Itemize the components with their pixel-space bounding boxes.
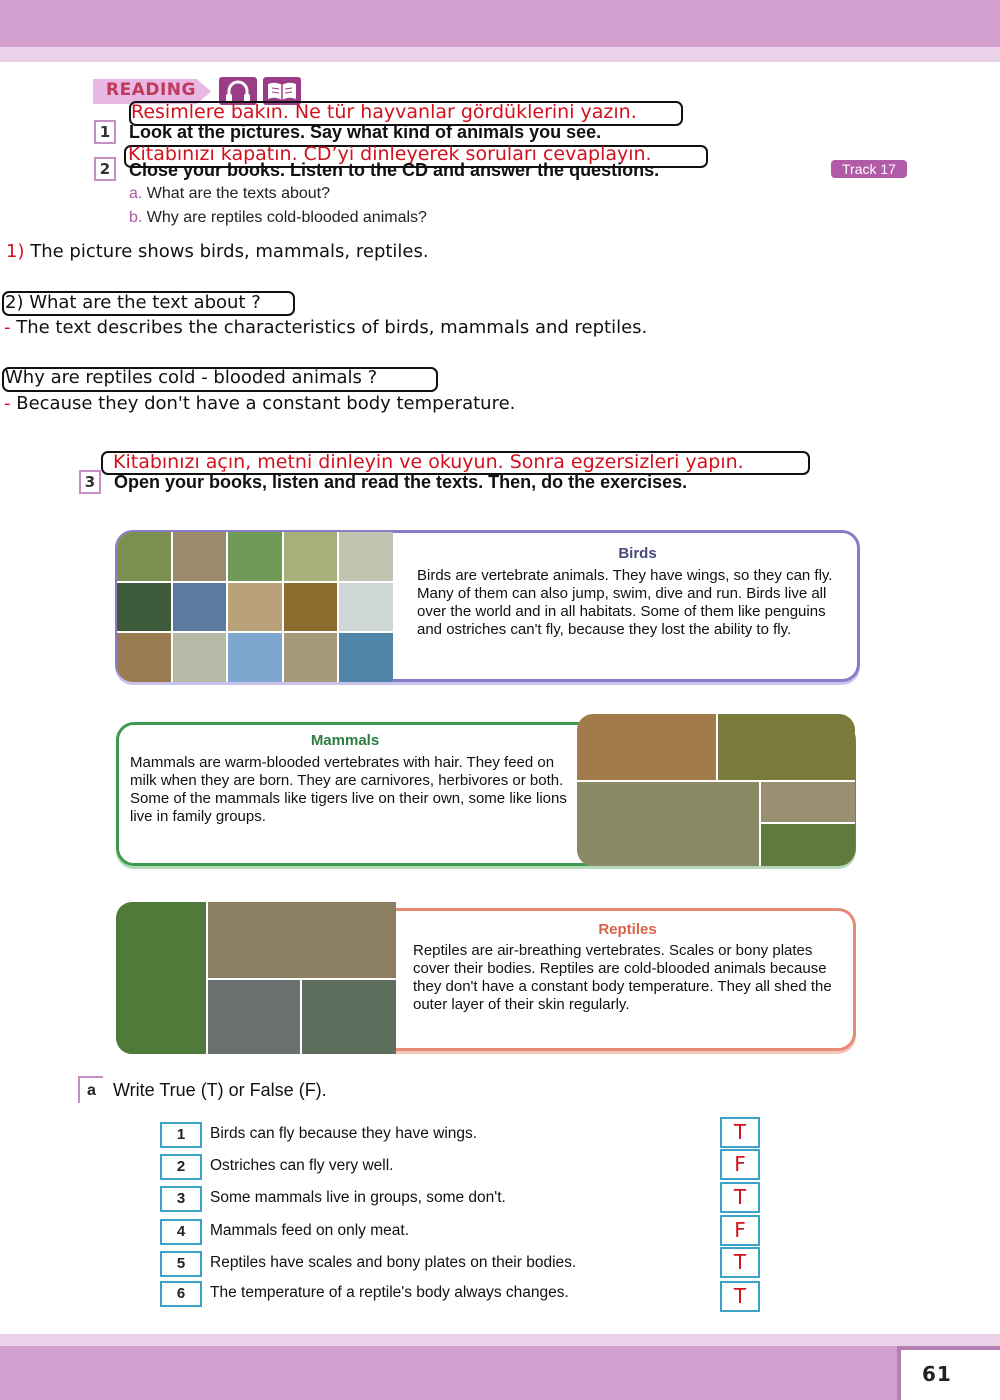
answer-question-3: Why are reptiles cold - blooded animals ? — [5, 367, 378, 388]
tf-number: 3 — [160, 1186, 202, 1212]
tf-number: 4 — [160, 1219, 202, 1245]
track-badge: Track 17 — [831, 160, 907, 178]
bird-photo — [284, 583, 338, 632]
bird-photo — [339, 532, 393, 581]
reptile-photo — [302, 980, 396, 1054]
exercise-a-letter: a — [78, 1076, 103, 1103]
reptile-photo — [208, 902, 396, 978]
answer-2-dash: - — [4, 317, 11, 338]
exercise2-instruction: Close your books. Listen to the CD and answer the questions. — [129, 160, 660, 180]
exercise2-number: 2 — [94, 157, 116, 181]
mammal-photo — [761, 782, 855, 822]
question-b-text: Why are reptiles cold-blooded animals? — [146, 209, 427, 226]
exercise-a-instruction: Write True (T) or False (F). — [113, 1080, 327, 1100]
question-b — [129, 209, 427, 227]
tf-number: 1 — [160, 1122, 202, 1148]
answer-1-text: The picture shows birds, mammals, reptiles. — [30, 241, 429, 262]
exercise3-translation: Kitabınızı açın, metni dinleyin ve okuyun. Sonra egzersizleri yapın. — [113, 451, 744, 473]
tf-sentence: The temperature of a reptile's body always changes. — [210, 1284, 569, 1301]
birds-text: Birds are vertebrate animals. They have wings, so they can fly. Many of them can also jump, swim, dive and run. Birds live all over the world and in all habitats. Some of them like penguins and ostriches can't fly, because they lost the ability to fly. — [417, 567, 833, 638]
bird-photo — [339, 583, 393, 632]
bird-photo — [339, 633, 393, 682]
exercise1-instruction: Look at the pictures. Say what kind of animals you see. — [129, 122, 602, 142]
reptile-photo — [208, 980, 300, 1054]
exercise3-instruction: Open your books, listen and read the texts. Then, do the exercises. — [114, 472, 688, 492]
question-b-letter: b. — [129, 209, 143, 226]
answer-3 — [4, 393, 515, 414]
exercise1-number: 1 — [94, 120, 116, 144]
question-a — [129, 185, 330, 203]
answer-1 — [6, 241, 429, 262]
tf-answer-box[interactable]: F — [720, 1215, 760, 1246]
tf-sentence: Ostriches can fly very well. — [210, 1157, 394, 1174]
answer-1-prefix: 1) — [6, 241, 25, 262]
reptile-photo — [116, 902, 206, 1054]
tf-answer-box[interactable]: T — [720, 1117, 760, 1148]
page-number: 61 — [922, 1362, 952, 1386]
mammal-photo — [718, 714, 855, 780]
footer-band-light — [0, 1334, 1000, 1346]
bird-photo — [284, 532, 338, 581]
bird-photo — [117, 583, 171, 632]
bird-photo — [173, 583, 227, 632]
tf-answer-box[interactable]: T — [720, 1182, 760, 1213]
answer-3-dash: - — [4, 393, 11, 414]
header-band — [0, 0, 1000, 47]
tf-answer-box[interactable]: F — [720, 1149, 760, 1180]
exercise3-number: 3 — [79, 470, 101, 494]
section-label: READING — [106, 80, 196, 100]
tf-number: 2 — [160, 1154, 202, 1180]
bird-photo — [117, 633, 171, 682]
answer-3-text: Because they don't have a constant body temperature. — [16, 393, 516, 414]
tf-number: 5 — [160, 1251, 202, 1277]
answer-2-text: The text describes the characteristics of birds, mammals and reptiles. — [16, 317, 648, 338]
footer-band — [0, 1346, 1000, 1400]
birds-title: Birds — [618, 545, 657, 562]
question-a-text: What are the texts about? — [146, 185, 331, 202]
bird-photo — [228, 532, 282, 581]
bird-photo — [117, 532, 171, 581]
tf-sentence: Mammals feed on only meat. — [210, 1222, 410, 1239]
tf-answer-box[interactable]: T — [720, 1281, 760, 1312]
exercise1-translation: Resimlere bakın. Ne tür hayvanlar gördüklerini yazın. — [131, 101, 637, 123]
bird-photo — [284, 633, 338, 682]
tf-number: 6 — [160, 1281, 202, 1307]
bird-photo — [228, 633, 282, 682]
tf-answer-box[interactable]: T — [720, 1247, 760, 1278]
bird-photo — [228, 583, 282, 632]
birds-photo-collage — [117, 532, 393, 682]
tf-sentence: Reptiles have scales and bony plates on their bodies. — [210, 1254, 577, 1271]
tf-sentence: Some mammals live in groups, some don't. — [210, 1189, 506, 1206]
mammals-text: Mammals are warm-blooded vertebrates with hair. They feed on milk when they are born. They are carnivores, herbivores or both. Some of the mammals like tigers live on their own, some like lions live in family groups. — [130, 754, 567, 825]
exercise2-translation: Kitabınızı kapatın. CD’yi dinleyerek soruları cevaplayın. — [128, 143, 652, 165]
mammal-photo — [577, 714, 716, 780]
header-band-light — [0, 47, 1000, 62]
reptiles-photo-collage — [116, 902, 396, 1054]
bird-photo — [173, 633, 227, 682]
tf-sentence: Birds can fly because they have wings. — [210, 1125, 478, 1142]
question-a-letter: a. — [129, 185, 143, 202]
bird-photo — [173, 532, 227, 581]
reptiles-text: Reptiles are air-breathing vertebrates. Scales or bony plates cover their bodies. Reptiles are cold-blooded animals because they don't have a constant body temperature. They all shed the outer layer of their skin regularly. — [413, 942, 832, 1013]
answer-2 — [4, 317, 647, 338]
mammal-photo — [577, 782, 759, 866]
answer-question-2: 2) What are the text about ? — [5, 292, 261, 313]
mammal-photo — [761, 824, 855, 866]
reptiles-title: Reptiles — [598, 921, 657, 938]
mammals-title: Mammals — [310, 732, 380, 749]
mammals-photo-collage — [577, 714, 855, 866]
